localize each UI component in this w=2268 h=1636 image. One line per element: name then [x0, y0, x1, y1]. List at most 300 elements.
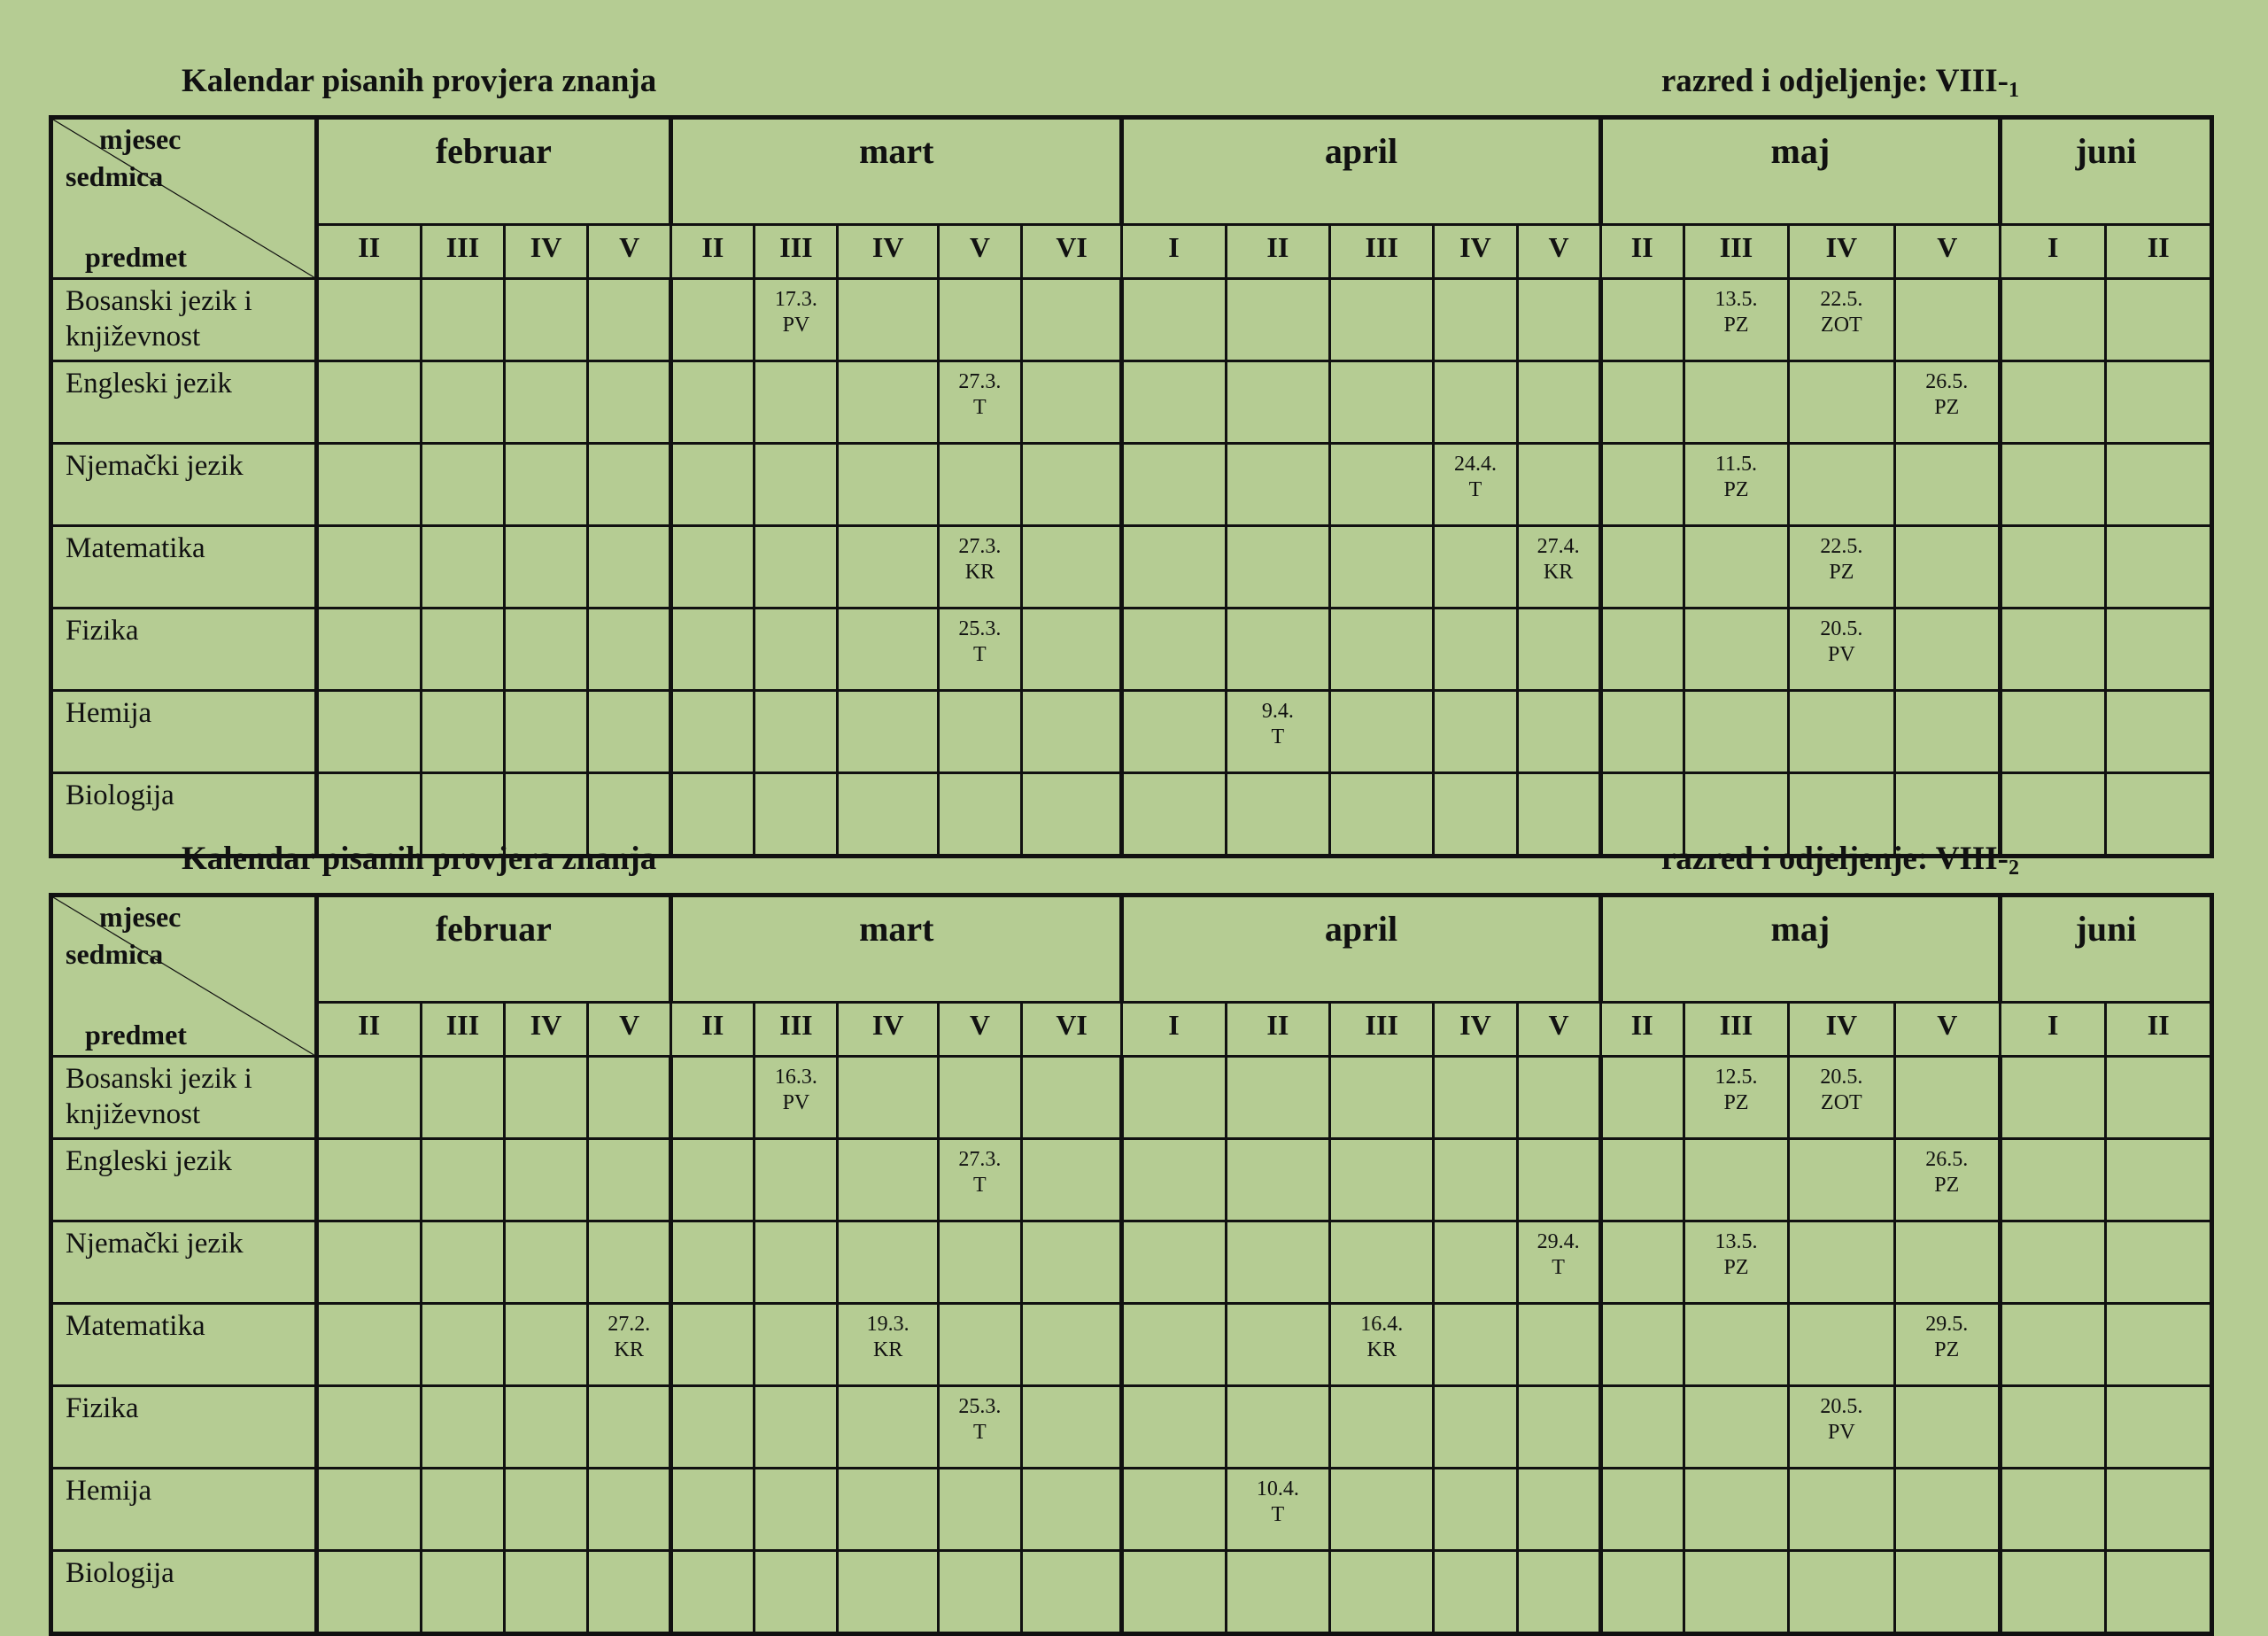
week-header: II [671, 1003, 755, 1057]
calendar-cell [1517, 609, 1600, 691]
calendar-cell [1226, 1469, 1329, 1551]
class-label-suffix: 1 [2009, 79, 2019, 102]
week-header: III [755, 1003, 838, 1057]
calendar-cell [588, 1221, 671, 1304]
calendar-cell [1600, 1551, 1684, 1634]
calendar-cell [671, 609, 755, 691]
calendar-cell [2106, 1551, 2212, 1634]
calendar-cell [1021, 444, 1121, 526]
week-header: II [1600, 225, 1684, 279]
calendar-cell [505, 1551, 588, 1634]
week-header: V [938, 225, 1021, 279]
month-header: juni [2001, 896, 2212, 1003]
test-date: 20.5. [1820, 1395, 1863, 1418]
week-header: II [1600, 1003, 1684, 1057]
calendar-cell [316, 444, 421, 526]
calendar-cell [2001, 609, 2106, 691]
calendar-cell [755, 526, 838, 609]
calendar-cell [1330, 279, 1434, 361]
week-header: II [2106, 1003, 2212, 1057]
week-header: V [1517, 1003, 1600, 1057]
calendar-cell [1789, 1386, 1894, 1469]
test-type: PZ [1934, 1174, 1960, 1197]
calendar-cell [1226, 1551, 1329, 1634]
calendar-cell [2106, 609, 2212, 691]
calendar-cell [1517, 1221, 1600, 1304]
calendar-cell [1517, 1551, 1600, 1634]
calendar-cell [2001, 1221, 2106, 1304]
calendar-cell [671, 1469, 755, 1551]
calendar-cell [505, 444, 588, 526]
test-type: KR [872, 1338, 903, 1361]
calendar-cell [1021, 361, 1121, 444]
week-header: IV [505, 1003, 588, 1057]
calendar-cell [588, 609, 671, 691]
calendar-cell [755, 1551, 838, 1634]
test-type: T [1468, 478, 1482, 501]
month-header: mart [671, 118, 1122, 225]
calendar-cell [421, 1551, 504, 1634]
calendar-cell [1330, 1469, 1434, 1551]
week-header: II [316, 225, 421, 279]
calendar-cell [505, 1057, 588, 1139]
calendar-cell [2001, 1057, 2106, 1139]
calendar-cell [1021, 526, 1121, 609]
week-header: V [588, 1003, 671, 1057]
subject-row [51, 1386, 2212, 1469]
calendar-cell [755, 1139, 838, 1221]
calendar-cell [1789, 1304, 1894, 1386]
calendar-cell [588, 1386, 671, 1469]
week-header: V [938, 1003, 1021, 1057]
calendar-cell [2001, 444, 2106, 526]
calendar-cell [755, 1304, 838, 1386]
subject-name: Fizika [51, 1386, 317, 1469]
test-type: KR [964, 561, 995, 584]
test-date: 9.4. [1261, 700, 1294, 723]
calendar-cell [1021, 609, 1121, 691]
calendar-cell [1226, 1139, 1329, 1221]
calendar-cell [1021, 1469, 1121, 1551]
week-header: III [421, 1003, 504, 1057]
test-type: PZ [1934, 1338, 1960, 1361]
week-header: I [2001, 1003, 2106, 1057]
calendar-cell [1600, 444, 1684, 526]
class-label [1661, 840, 2019, 878]
calendar-cell [838, 526, 938, 609]
calendar-cell [755, 361, 838, 444]
week-header: V [1517, 225, 1600, 279]
test-date: 12.5. [1715, 1066, 1758, 1089]
calendar-cell [1434, 279, 1517, 361]
test-date: 24.4. [1453, 453, 1497, 476]
calendar-cell [938, 691, 1021, 773]
calendar-cell [755, 444, 838, 526]
calendar-cell [2106, 526, 2212, 609]
calendar-cell [2106, 691, 2212, 773]
calendar-cell [1434, 361, 1517, 444]
week-header: II [1226, 225, 1329, 279]
calendar-cell [1330, 1386, 1434, 1469]
test-date: 29.4. [1537, 1230, 1580, 1253]
subject-name: Biologija [51, 1551, 317, 1634]
calendar-cell [588, 1469, 671, 1551]
calendar-cell [316, 691, 421, 773]
test-date: 11.5. [1715, 453, 1758, 476]
calendar-cell [1894, 526, 2000, 609]
calendar-cell [755, 609, 838, 691]
calendar-cell [938, 1221, 1021, 1304]
calendar-cell [421, 1469, 504, 1551]
calendar-cell [938, 1386, 1021, 1469]
calendar-cell [755, 1221, 838, 1304]
calendar-cell [1226, 444, 1329, 526]
calendar-cell [2106, 1221, 2212, 1304]
calendar-cell [1517, 1057, 1600, 1139]
class-label [1661, 62, 2019, 100]
week-header: III [421, 225, 504, 279]
week-header: VI [1021, 225, 1121, 279]
calendar-cell [938, 609, 1021, 691]
calendar-cell [1684, 1304, 1788, 1386]
calendar-cell [938, 1057, 1021, 1139]
calendar-cell [1684, 361, 1788, 444]
calendar-cell [1517, 526, 1600, 609]
calendar-cell [505, 691, 588, 773]
subject-row [51, 361, 2212, 444]
calendar-cell [2001, 1304, 2106, 1386]
corner-week-label: sedmica [66, 160, 164, 192]
week-header: VI [1021, 1003, 1121, 1057]
calendar-cell [838, 691, 938, 773]
test-date: 20.5. [1820, 617, 1863, 640]
test-type: T [973, 643, 987, 666]
test-type: T [1271, 1503, 1285, 1526]
calendar-cell [421, 1304, 504, 1386]
test-date: 25.3. [958, 1395, 1002, 1418]
calendar-cell [838, 1139, 938, 1221]
test-date: 10.4. [1256, 1477, 1299, 1500]
calendar-cell [671, 1057, 755, 1139]
test-type: KR [1543, 561, 1574, 584]
calendar-cell [1122, 1221, 1226, 1304]
calendar-cell [505, 361, 588, 444]
test-type: T [973, 1174, 987, 1197]
subject-name: Bosanski jezik i književnost [51, 1057, 317, 1139]
test-date: 26.5. [1925, 1148, 1969, 1171]
calendar-table [49, 115, 2214, 858]
calendar-cell [1330, 1139, 1434, 1221]
calendar-cell [1600, 1057, 1684, 1139]
corner-subject-label: predmet [85, 1019, 187, 1051]
week-header: IV [1434, 1003, 1517, 1057]
calendar-cell [588, 1551, 671, 1634]
test-date: 27.3. [958, 370, 1002, 393]
subject-row [51, 691, 2212, 773]
month-header: februar [316, 118, 671, 225]
calendar-cell [1330, 1551, 1434, 1634]
subject-row [51, 609, 2212, 691]
calendar-cell [421, 1139, 504, 1221]
calendar-cell [671, 1304, 755, 1386]
calendar-cell [2001, 1551, 2106, 1634]
week-header: IV [1434, 225, 1517, 279]
calendar-cell [1122, 1304, 1226, 1386]
calendar-cell [671, 444, 755, 526]
calendar-cell [421, 361, 504, 444]
subject-name: Bosanski jezik i književnost [51, 279, 317, 361]
calendar-cell [1600, 526, 1684, 609]
calendar-cell [1684, 444, 1788, 526]
calendar-cell [316, 1386, 421, 1469]
subject-row [51, 1469, 2212, 1551]
calendar-cell [1517, 279, 1600, 361]
calendar-cell [755, 1469, 838, 1551]
title-row [49, 58, 2214, 115]
calendar-cell [1684, 279, 1788, 361]
calendar-cell [755, 691, 838, 773]
test-date: 17.3. [774, 288, 817, 311]
subject-row [51, 444, 2212, 526]
week-header: III [1684, 225, 1788, 279]
test-date: 16.4. [1360, 1313, 1404, 1336]
calendar-cell [1434, 609, 1517, 691]
subject-name: Njemački jezik [51, 444, 317, 526]
calendar-cell [588, 1139, 671, 1221]
calendar-cell [1600, 1139, 1684, 1221]
calendar-cell [1684, 1057, 1788, 1139]
calendar-cell [1517, 361, 1600, 444]
week-header: I [1122, 1003, 1226, 1057]
subject-row [51, 526, 2212, 609]
calendar-cell [1226, 1304, 1329, 1386]
calendar-cell [1600, 1469, 1684, 1551]
calendar-cell [2106, 279, 2212, 361]
calendar-cell [1226, 279, 1329, 361]
header-corner [51, 896, 317, 1057]
calendar-cell [1434, 691, 1517, 773]
calendar-cell [1894, 1221, 2000, 1304]
calendar-cell [588, 526, 671, 609]
subject-row [51, 1551, 2212, 1634]
calendar-cell [1517, 1469, 1600, 1551]
calendar-cell [1789, 691, 1894, 773]
calendar-cell [316, 1057, 421, 1139]
calendar-cell [1894, 1057, 2000, 1139]
calendar-cell [671, 279, 755, 361]
calendar-cell [671, 691, 755, 773]
calendar-cell [838, 1551, 938, 1634]
week-header: IV [838, 1003, 938, 1057]
calendar-cell [505, 279, 588, 361]
test-type: T [973, 396, 987, 419]
test-type: PZ [1723, 1091, 1749, 1114]
header-corner [51, 118, 317, 279]
week-header: I [2001, 225, 2106, 279]
test-date: 26.5. [1925, 370, 1969, 393]
week-header: III [1330, 1003, 1434, 1057]
calendar-cell [1122, 444, 1226, 526]
calendar-cell [2106, 361, 2212, 444]
subject-name: Matematika [51, 526, 317, 609]
subject-row [51, 1221, 2212, 1304]
test-date: 13.5. [1715, 288, 1758, 311]
week-header: IV [838, 225, 938, 279]
calendar-cell [1226, 691, 1329, 773]
subject-name: Engleski jezik [51, 1139, 317, 1221]
calendar-cell [1226, 609, 1329, 691]
class-label-text: razred i odjeljenje: VIII- [1660, 841, 2009, 877]
subject-name: Engleski jezik [51, 361, 317, 444]
calendar-cell [1226, 361, 1329, 444]
calendar-cell [838, 1386, 938, 1469]
test-type: PZ [1934, 396, 1960, 419]
calendar-title: Kalendar pisanih provjera znanja [182, 63, 657, 99]
test-date: 27.2. [608, 1313, 651, 1336]
subject-row [51, 1304, 2212, 1386]
calendar-cell [938, 361, 1021, 444]
calendar-cell [1330, 1057, 1434, 1139]
week-header: II [2106, 225, 2212, 279]
calendar-cell [1434, 1221, 1517, 1304]
calendar-cell [1600, 1386, 1684, 1469]
calendar-cell [1517, 444, 1600, 526]
calendar-cell [505, 1469, 588, 1551]
calendar-cell [1226, 526, 1329, 609]
test-type: KR [614, 1338, 644, 1361]
calendar-cell [1894, 361, 2000, 444]
calendar-cell [1600, 1221, 1684, 1304]
calendar-cell [1330, 1304, 1434, 1386]
calendar-cell [505, 1221, 588, 1304]
calendar-cell [1517, 1139, 1600, 1221]
calendar-cell [1894, 279, 2000, 361]
test-date: 27.3. [958, 1148, 1002, 1171]
calendar-cell [1789, 1139, 1894, 1221]
title-row [49, 836, 2214, 893]
calendar-cell [2106, 444, 2212, 526]
calendar-cell [755, 1057, 838, 1139]
calendar-cell [588, 361, 671, 444]
test-type: PV [1828, 643, 1855, 666]
calendar-cell [316, 1304, 421, 1386]
calendar-cell [2001, 526, 2106, 609]
test-date: 22.5. [1820, 288, 1863, 311]
calendar-cell [1122, 1057, 1226, 1139]
calendar-cell [1330, 526, 1434, 609]
calendar-cell [838, 1057, 938, 1139]
test-date: 19.3. [866, 1313, 910, 1336]
test-type: PV [1828, 1421, 1855, 1444]
test-date: 29.5. [1925, 1313, 1969, 1336]
calendar-cell [1434, 1469, 1517, 1551]
calendar-cell [1434, 444, 1517, 526]
calendar-cell [1330, 444, 1434, 526]
month-header: april [1122, 118, 1600, 225]
week-header: II [1226, 1003, 1329, 1057]
calendar-cell [316, 279, 421, 361]
calendar-cell [1226, 1057, 1329, 1139]
corner-subject-label: predmet [85, 241, 187, 273]
subject-row [51, 279, 2212, 361]
calendar-cell [1789, 1221, 1894, 1304]
calendar-cell [1684, 1469, 1788, 1551]
calendar-cell [1122, 279, 1226, 361]
calendar-cell [938, 1469, 1021, 1551]
calendar-cell [2001, 691, 2106, 773]
calendar-cell [671, 526, 755, 609]
test-type: ZOT [1821, 1091, 1862, 1114]
calendar-cell [1894, 691, 2000, 773]
calendar-cell [421, 526, 504, 609]
calendar-cell [838, 279, 938, 361]
calendar-cell [1226, 1221, 1329, 1304]
calendar-cell [1122, 609, 1226, 691]
test-type: ZOT [1821, 314, 1862, 337]
calendar-cell [938, 1139, 1021, 1221]
calendar-cell [1600, 279, 1684, 361]
calendar-cell [1517, 1304, 1600, 1386]
calendar-cell [1684, 1386, 1788, 1469]
calendar-block-1 [49, 58, 2214, 858]
calendar-cell [1789, 444, 1894, 526]
month-header: mart [671, 896, 1122, 1003]
test-type: KR [1366, 1338, 1397, 1361]
calendar-cell [2001, 279, 2106, 361]
week-header: V [588, 225, 671, 279]
test-type: PZ [1723, 1256, 1749, 1279]
calendar-cell [588, 444, 671, 526]
calendar-cell [1021, 1057, 1121, 1139]
month-header: februar [316, 896, 671, 1003]
calendar-cell [838, 1221, 938, 1304]
calendar-cell [2106, 1469, 2212, 1551]
test-date: 27.4. [1537, 535, 1580, 558]
calendar-cell [1789, 1551, 1894, 1634]
calendar-cell [671, 1386, 755, 1469]
calendar-cell [1684, 691, 1788, 773]
calendar-cell [1894, 1304, 2000, 1386]
corner-month-label: mjesec [99, 123, 182, 155]
calendar-cell [1894, 1469, 2000, 1551]
calendar-cell [1600, 691, 1684, 773]
calendar-cell [1684, 1221, 1788, 1304]
calendar-cell [938, 1304, 1021, 1386]
calendar-cell [1021, 1304, 1121, 1386]
calendar-cell [2106, 1386, 2212, 1469]
test-type: T [1271, 725, 1285, 748]
test-type: T [1552, 1256, 1565, 1279]
calendar-cell [1021, 1386, 1121, 1469]
calendar-cell [1226, 1386, 1329, 1469]
calendar-cell [1021, 1139, 1121, 1221]
calendar-cell [938, 1551, 1021, 1634]
calendar-cell [1122, 1469, 1226, 1551]
test-date: 25.3. [958, 617, 1002, 640]
calendar-cell [938, 526, 1021, 609]
calendar-cell [1789, 1469, 1894, 1551]
calendar-cell [1684, 1139, 1788, 1221]
calendar-cell [671, 361, 755, 444]
test-date: 27.3. [958, 535, 1002, 558]
calendar-cell [671, 1221, 755, 1304]
calendar-cell [1330, 609, 1434, 691]
week-header: I [1122, 225, 1226, 279]
subject-row [51, 1139, 2212, 1221]
calendar-cell [316, 526, 421, 609]
calendar-cell [1789, 609, 1894, 691]
calendar-cell [2001, 1139, 2106, 1221]
